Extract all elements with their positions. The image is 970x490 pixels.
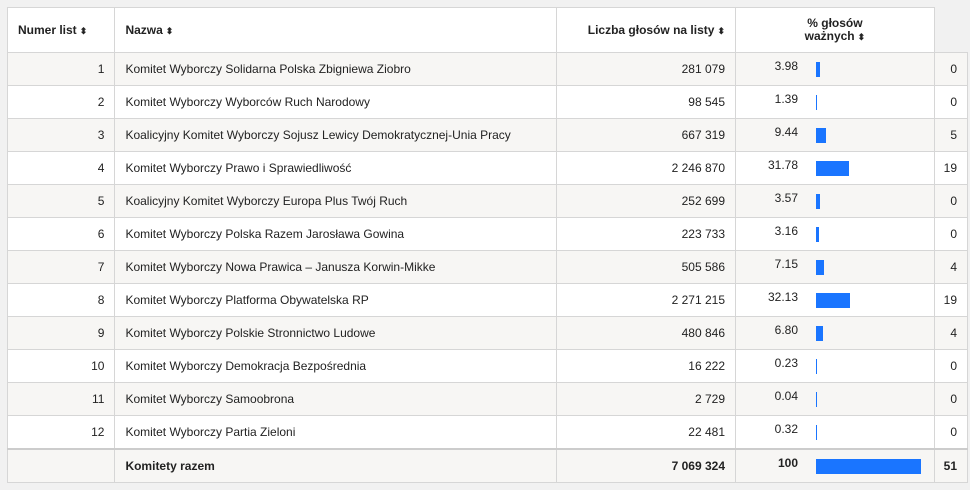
vote-count: 281 079: [557, 53, 736, 86]
vote-percent: 9.44: [774, 125, 798, 140]
committee-name: Komitet Wyborczy Prawo i Sprawiedliwość: [115, 152, 557, 185]
percent-bar: [816, 227, 819, 242]
vote-percent: 0.04: [774, 389, 798, 404]
percent-bar: [816, 194, 820, 209]
table-row: [8, 317, 968, 350]
mandates: 0: [934, 53, 967, 86]
mandates: 51: [934, 449, 967, 483]
committee-name: Komitet Wyborczy Nowa Prawica – Janusza Korwin-Mikke: [115, 251, 557, 284]
list-number: 7: [8, 251, 115, 284]
committee-name: Koalicyjny Komitet Wyborczy Sojusz Lewicy Demokratycznej-Unia Pracy: [115, 119, 557, 152]
mandates: 19: [934, 152, 967, 185]
mandates: 0: [934, 218, 967, 251]
percent-bar: [816, 425, 817, 440]
table-row: [8, 416, 968, 450]
header-label: Liczba głosów na listy: [587, 23, 715, 37]
sort-header-pct[interactable]: [736, 8, 935, 53]
vote-count: 667 319: [557, 119, 736, 152]
committee-name: Komitet Wyborczy Polskie Stronnictwo Ludowe: [115, 317, 557, 350]
total-row: [8, 449, 968, 483]
header-label: ważnych: [804, 28, 855, 43]
committee-name: Koalicyjny Komitet Wyborczy Europa Plus Twój Ruch: [115, 185, 557, 218]
mandates: 19: [934, 284, 967, 317]
vote-count: 2 246 870: [557, 152, 736, 185]
results-table: [7, 7, 968, 483]
percent-bar: [816, 161, 849, 176]
mandates: 4: [934, 317, 967, 350]
percent-bar: [816, 128, 826, 143]
table-row: [8, 53, 968, 86]
vote-percent-cell: [736, 152, 935, 185]
mandates: 0: [934, 350, 967, 383]
list-number: 12: [8, 416, 115, 450]
vote-percent-cell: [736, 350, 935, 383]
vote-percent-cell: [736, 449, 935, 483]
header-label: % głosów: [807, 15, 863, 30]
vote-percent-cell: [736, 218, 935, 251]
list-number: 3: [8, 119, 115, 152]
list-number: 1: [8, 53, 115, 86]
header-mandates: [934, 8, 967, 53]
list-number: 9: [8, 317, 115, 350]
vote-count: 505 586: [557, 251, 736, 284]
vote-percent: 100: [777, 456, 798, 471]
mandates: 0: [934, 185, 967, 218]
list-number: 6: [8, 218, 115, 251]
percent-bar: [816, 293, 850, 308]
list-number: 8: [8, 284, 115, 317]
sort-header-num[interactable]: [8, 8, 115, 53]
vote-count: 22 481: [557, 416, 736, 450]
vote-percent: 7.15: [774, 257, 798, 272]
percent-bar: [816, 392, 817, 407]
vote-percent-cell: [736, 317, 935, 350]
vote-percent: 1.39: [774, 92, 798, 107]
table-row: [8, 152, 968, 185]
vote-percent: 3.57: [774, 191, 798, 206]
committee-name: Komitet Wyborczy Partia Zieloni: [115, 416, 557, 450]
vote-count: 252 699: [557, 185, 736, 218]
mandates: 0: [934, 86, 967, 119]
percent-bar: [816, 326, 823, 341]
sort-header-name[interactable]: [115, 8, 557, 53]
table-row: [8, 86, 968, 119]
vote-percent: 31.78: [767, 158, 798, 173]
sort-icon: ⬍: [165, 26, 174, 36]
table-row: [8, 284, 968, 317]
vote-count: 2 729: [557, 383, 736, 416]
vote-count: 480 846: [557, 317, 736, 350]
sort-icon: ⬍: [79, 26, 88, 36]
table-row: [8, 218, 968, 251]
percent-bar: [816, 260, 824, 275]
sort-icon: ⬍: [857, 31, 866, 42]
list-number: [8, 449, 115, 483]
vote-count: 223 733: [557, 218, 736, 251]
committee-name: Komitet Wyborczy Samoobrona: [115, 383, 557, 416]
vote-percent-cell: [736, 416, 935, 450]
vote-count: 7 069 324: [557, 449, 736, 483]
committee-name: Komitet Wyborczy Wyborców Ruch Narodowy: [115, 86, 557, 119]
vote-count: 98 545: [557, 86, 736, 119]
table-row: [8, 383, 968, 416]
list-number: 11: [8, 383, 115, 416]
mandates: 0: [934, 416, 967, 450]
list-number: 2: [8, 86, 115, 119]
vote-percent: 3.16: [774, 224, 798, 239]
table-row: [8, 119, 968, 152]
vote-percent: 0.23: [774, 356, 798, 371]
table-row: [8, 185, 968, 218]
vote-percent: 0.32: [774, 422, 798, 437]
list-number: 10: [8, 350, 115, 383]
vote-percent-cell: [736, 53, 935, 86]
mandates: 5: [934, 119, 967, 152]
committee-name: Komitety razem: [115, 449, 557, 483]
header-label: Numer list: [18, 23, 77, 37]
vote-percent: 32.13: [767, 290, 798, 305]
header-label: Nazwa: [125, 23, 163, 37]
vote-percent: 6.80: [774, 323, 798, 338]
percent-bar: [816, 62, 820, 77]
list-number: 5: [8, 185, 115, 218]
percent-bar: [816, 95, 817, 110]
committee-name: Komitet Wyborczy Solidarna Polska Zbigniewa Ziobro: [115, 53, 557, 86]
vote-percent-cell: [736, 185, 935, 218]
vote-percent-cell: [736, 251, 935, 284]
committee-name: Komitet Wyborczy Demokracja Bezpośrednia: [115, 350, 557, 383]
percent-bar: [816, 359, 817, 374]
list-number: 4: [8, 152, 115, 185]
vote-percent-cell: [736, 119, 935, 152]
sort-header-votes[interactable]: [557, 8, 736, 53]
sort-icon: ⬍: [717, 26, 725, 36]
committee-name: Komitet Wyborczy Polska Razem Jarosława Gowina: [115, 218, 557, 251]
mandates: 0: [934, 383, 967, 416]
vote-count: 2 271 215: [557, 284, 736, 317]
percent-bar: [816, 459, 921, 474]
table-row: [8, 251, 968, 284]
mandates: 4: [934, 251, 967, 284]
committee-name: Komitet Wyborczy Platforma Obywatelska RP: [115, 284, 557, 317]
vote-percent: 3.98: [774, 59, 798, 74]
table-row: [8, 350, 968, 383]
vote-percent-cell: [736, 86, 935, 119]
vote-count: 16 222: [557, 350, 736, 383]
vote-percent-cell: [736, 383, 935, 416]
vote-percent-cell: [736, 284, 935, 317]
